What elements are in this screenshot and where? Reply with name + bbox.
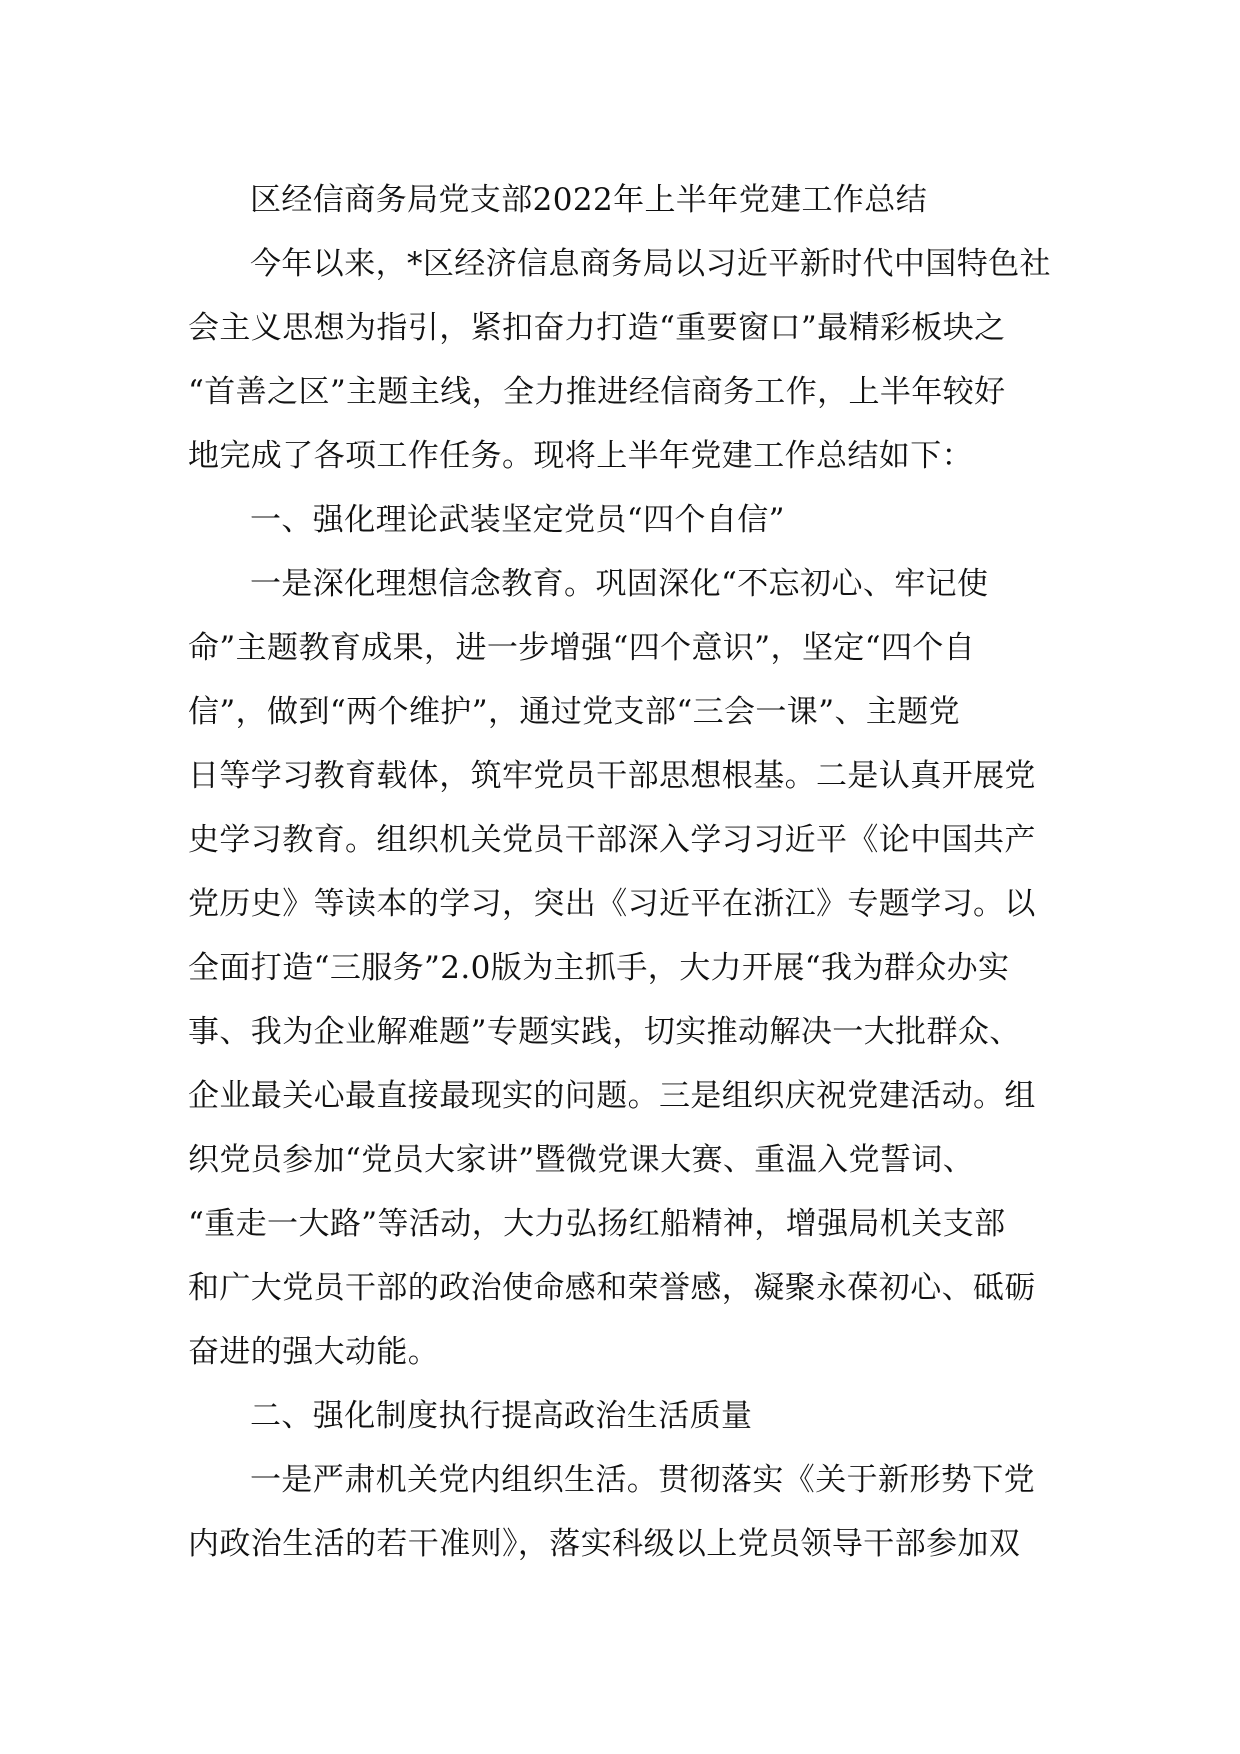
intro-line: 今年以来，*区经济信息商务局以习近平新时代中国特色社 <box>250 246 1051 282</box>
section-2-line: 一是严肃机关党内组织生活。贯彻落实《关于新形势下党 <box>250 1462 1035 1498</box>
section-1-line: “重走一大路”等活动，大力弘扬红船精神，增强局机关支部 <box>188 1206 1006 1242</box>
section-1-line: 命”主题教育成果，进一步增强“四个意识”，坚定“四个自 <box>188 630 976 666</box>
section-1-line: 日等学习教育载体，筑牢党员干部思想根基。二是认真开展党 <box>188 758 1036 794</box>
document-body <box>188 168 1060 1576</box>
section-1-line: 企业最关心最直接最现实的问题。三是组织庆祝党建活动。组 <box>188 1078 1036 1114</box>
intro-line: “首善之区”主题主线，全力推进经信商务工作，上半年较好 <box>188 374 1006 410</box>
section-1-line: 信”，做到“两个维护”，通过党支部“三会一课”、主题党 <box>188 694 961 730</box>
section-1-line: 全面打造“三服务”2.0版为主抓手，大力开展“我为群众办实 <box>188 950 1010 986</box>
section-1-line: 奋进的强大动能。 <box>188 1334 440 1370</box>
section-1-line: 织党员参加“党员大家讲”暨微党课大赛、重温入党誓词、 <box>188 1142 975 1178</box>
section-1-line: 党历史》等读本的学习，突出《习近平在浙江》专题学习。以 <box>188 886 1036 922</box>
section-1-line: 一是深化理想信念教育。巩固深化“不忘初心、牢记使 <box>250 566 989 602</box>
section-2-heading: 二、强化制度执行提高政治生活质量 <box>250 1398 753 1434</box>
intro-line: 会主义思想为指引，紧扣奋力打造“重要窗口”最精彩板块之 <box>188 310 1006 346</box>
section-1-line: 事、我为企业解难题”专题实践，切实推动解决一大批群众、 <box>188 1014 1021 1050</box>
section-2-line: 内政治生活的若干准则》，落实科级以上党员领导干部参加双 <box>188 1526 1021 1562</box>
section-1-heading: 一、强化理论武装坚定党员“四个自信” <box>250 502 785 538</box>
intro-line: 地完成了各项工作任务。现将上半年党建工作总结如下： <box>188 438 973 474</box>
section-1-line: 和广大党员干部的政治使命感和荣誉感，凝聚永葆初心、砥砺 <box>188 1270 1036 1306</box>
section-1-line: 史学习教育。组织机关党员干部深入学习习近平《论中国共产 <box>188 822 1036 858</box>
document-title: 区经信商务局党支部2022年上半年党建工作总结 <box>250 182 928 218</box>
